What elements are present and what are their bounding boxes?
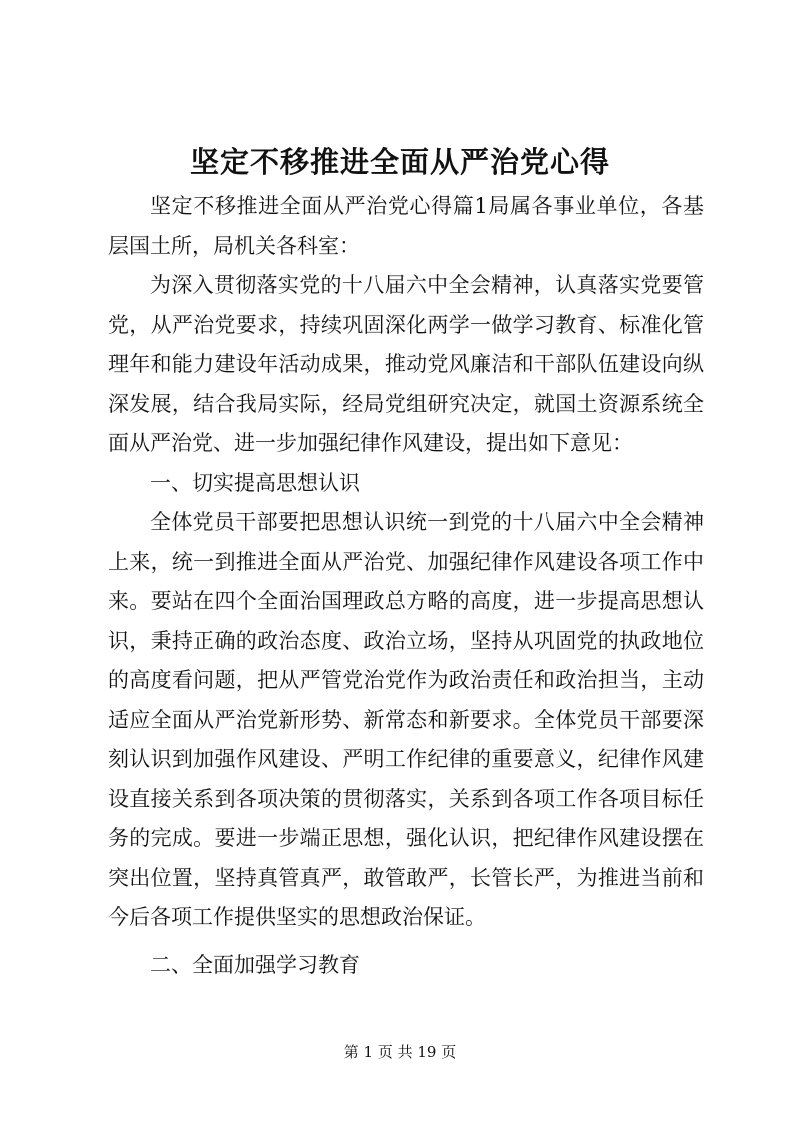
paragraph-section-1: 全体党员干部要把思想认识统一到党的十八届六中全会精神上来，统一到推进全面从严治党、加强纪律作风建设各项工作中来。要站在四个全面治国理政总方略的高度，进一步提高思想认识，秉持正确的政治态度、政治立场，坚持从巩固党的执政地位的高度看问题，把从严管党治党作为政治责任和政治担当，主动适应全面从严治党新形势、新常态和新要求。全体党员干部要深刻认识到加强作风建设、严明工作纪律的重要意义，纪律作风建设直接关系到各项决策的贯彻落实，关系到各项工作各项目标任务的完成。要进一步端正思想，强化认识，把纪律作风建设摆在突出位置，坚持真管真严，敢管敢严，长管长严，为推进当前和今后各项工作提供坚实的思想政治保证。 [108,510,704,929]
section-heading-2: 二、全面加强学习教育 [150,952,360,977]
document-body [108,187,704,985]
paragraph-intro: 坚定不移推进全面从严治党心得篇1局属各事业单位，各基层国土所，局机关各科室： [108,194,704,258]
section-heading-1: 一、切实提高思想认识 [150,470,360,495]
page-footer: 第 1 页 共 19 页 [343,1043,457,1061]
document-title: 坚定不移推进全面从严治党心得 [189,145,610,179]
paragraph-purpose: 为深入贯彻落实党的十八届六中全会精神，认真落实党要管党，从严治党要求，持续巩固深化两学一做学习教育、标准化管理年和能力建设年活动成果，推动党风廉洁和干部队伍建设向纵深发展，结合我局实际，经局党组研究决定，就国土资源系统全面从严治党、进一步加强纪律作风建设，提出如下意见： [108,273,704,455]
